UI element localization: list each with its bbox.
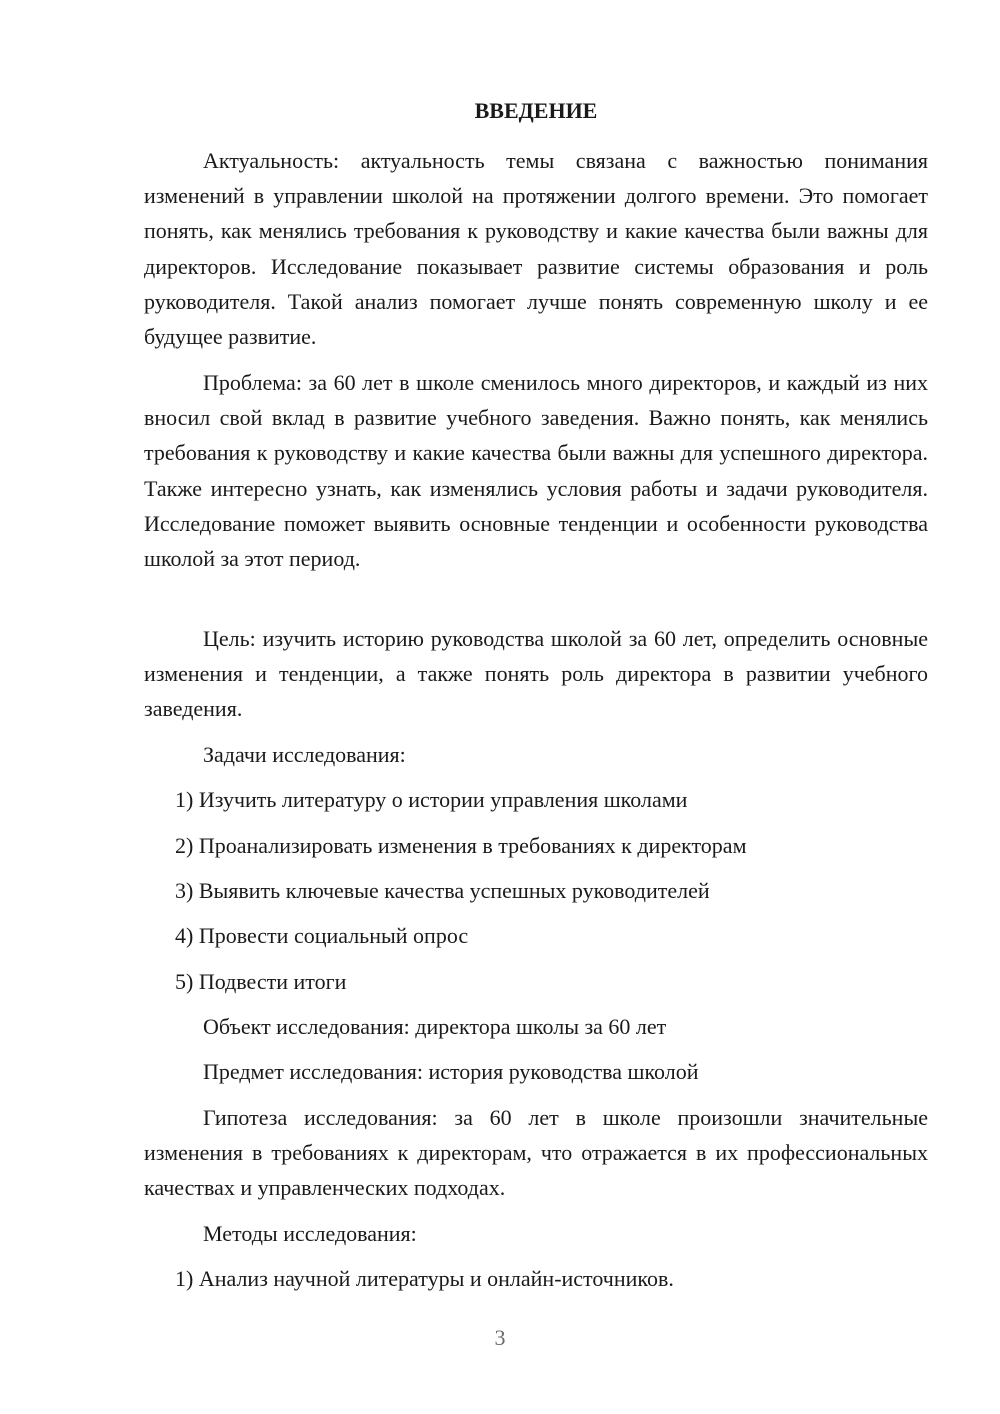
paragraph-hypothesis: Гипотеза исследования: за 60 лет в школе произошли значительные изменения в требованиях к директорам, что отражается в их профессиональных качествах и управленческих подходах. <box>144 1105 928 1201</box>
task-item-1: 1) Изучить литературу о истории управления школами <box>175 787 688 812</box>
task-item-3: 3) Выявить ключевые качества успешных руководителей <box>175 878 710 903</box>
methods-heading: Методы исследования: <box>203 1221 417 1246</box>
paragraph-problem: Проблема: за 60 лет в школе сменилось много директоров, и каждый из них вносил свой вклад в развитие учебного заведения. Важно понять, как менялись требования к руководству и какие качества были важны для успешного директора. Также интересно узнать, как изменялись условия работы и задачи руководителя. Исследование поможет выявить основные тенденции и особенности руководства школой за этот период. <box>144 370 928 572</box>
task-item-5: 5) Подвести итоги <box>175 969 347 994</box>
task-item-4: 4) Провести социальный опрос <box>175 923 469 948</box>
method-item-1: 1) Анализ научной литературы и онлайн-источников. <box>175 1266 674 1291</box>
research-object: Объект исследования: директора школы за 60 лет <box>203 1014 667 1039</box>
page-title: ВВЕДЕНИЕ <box>474 98 598 123</box>
paragraph-relevance: Актуальность: актуальность темы связана с важностью понимания изменений в управлении школой на протяжении долгого времени. Это помогает понять, как менялись требования к руководству и какие качества были важны для директоров. Исследование показывает развитие системы образования и роль руководителя. Такой анализ помогает лучше понять современную школу и ее будущее развитие. <box>144 148 928 350</box>
task-item-2: 2) Проанализировать изменения в требованиях к директорам <box>175 833 747 858</box>
tasks-heading: Задачи исследования: <box>203 742 406 767</box>
paragraph-goal: Цель: изучить историю руководства школой за 60 лет, определить основные изменения и тенденции, а также понять роль директора в развитии учебного заведения. <box>144 626 928 722</box>
page-number: 3 <box>494 1325 506 1350</box>
research-subject: Предмет исследования: история руководства школой <box>203 1059 699 1084</box>
